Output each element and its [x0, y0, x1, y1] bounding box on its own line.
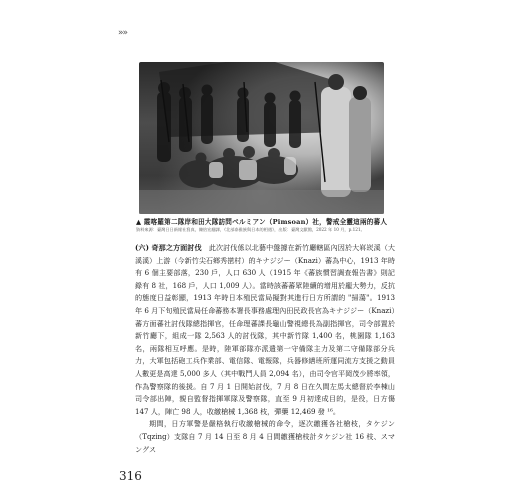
page-number: 316 [119, 469, 142, 483]
paragraph-1-text: 此次討伐係以北藝中盤據在新竹廳轄區內因於大嵙崁溪（大溪溪）上游（今新竹尖石鄉秀巒村）的キナジジー（Knazi）蕃為中心，1913 年時有 6 個主要部落，230 戶，人口 630 人（1915 年《蕃族慣習調查報告書》則記錄有 8 社，168 戶，人口 1,009 人）。當時該蕃蕃眾陸續的增用於龐大勢力，反抗的態度日益彰顯，1913 年時日本殖民當局擬對其進行日方所謂的 "掃蕩"。1913 年 6 月下旬殖民當局任命蕃務本署長事務處理內田民政長官為キナジジー（Knazi）蕃方面蕃社討伐隊總指揮官，任命理蕃課長龜山警視總長為副指揮官，司令部置於新竹廳下，組成一隊 2,563 人的討伐隊，其中新竹隊 1,400 名，桃園隊 1,163 名，兩隊相互呼應。是時，陸軍部隊亦派遣第一守備隊主力及第二守備隊部分兵力，大軍包括砲工兵作業部、電信隊、電報隊，兵器修繕班所運同流方支援之動員人數更是高達 5,000 多人（其中戰鬥人員 2,094 名），由司令官平岡茂少將率領，作為警察隊的後援。自 7 月 1 日開始討伐，7 月 8 日在久間左馬太總督於李棟山司令部出陣，親自監督指揮軍隊及警察隊，直至 9 月初達成目的，是役，日方傷 147 人，陣亡 98 人，收繳槍械 1,368 枝，彈藥 12,469 發 ¹⁶。 [135, 243, 396, 416]
figure-source: 資料來源：臺灣日日新報社寫真，陳怡宏翻譯，《北部泰雅族與日本的相遇》，出版：臺灣文獻館，2022 年 10 月，p.121。 [136, 227, 365, 232]
paragraph-2: 期間，日方軍警是嚴格執行收繳槍械的命令，逐次繳獲各社槍枝，タケジン（Tqzing）支隊自 7 月 14 日至 8 月 4 日間繳獲槍枝計タケジン社 16 枝、スマングス [135, 419, 395, 454]
photo-scene-illustration [139, 62, 384, 214]
figure-caption: ▲ 霞喀羅第二隊岸和田大隊訪問ベルミアン（Pimsoan）社，警戒全靈這兩的蕃人 [136, 218, 388, 226]
body-text [135, 242, 395, 456]
historical-photo [139, 62, 384, 214]
paragraph-1 [135, 242, 395, 418]
header-chevrons: »» [118, 28, 128, 38]
section-heading: (六) 奇那之方面討伐 [135, 243, 202, 252]
